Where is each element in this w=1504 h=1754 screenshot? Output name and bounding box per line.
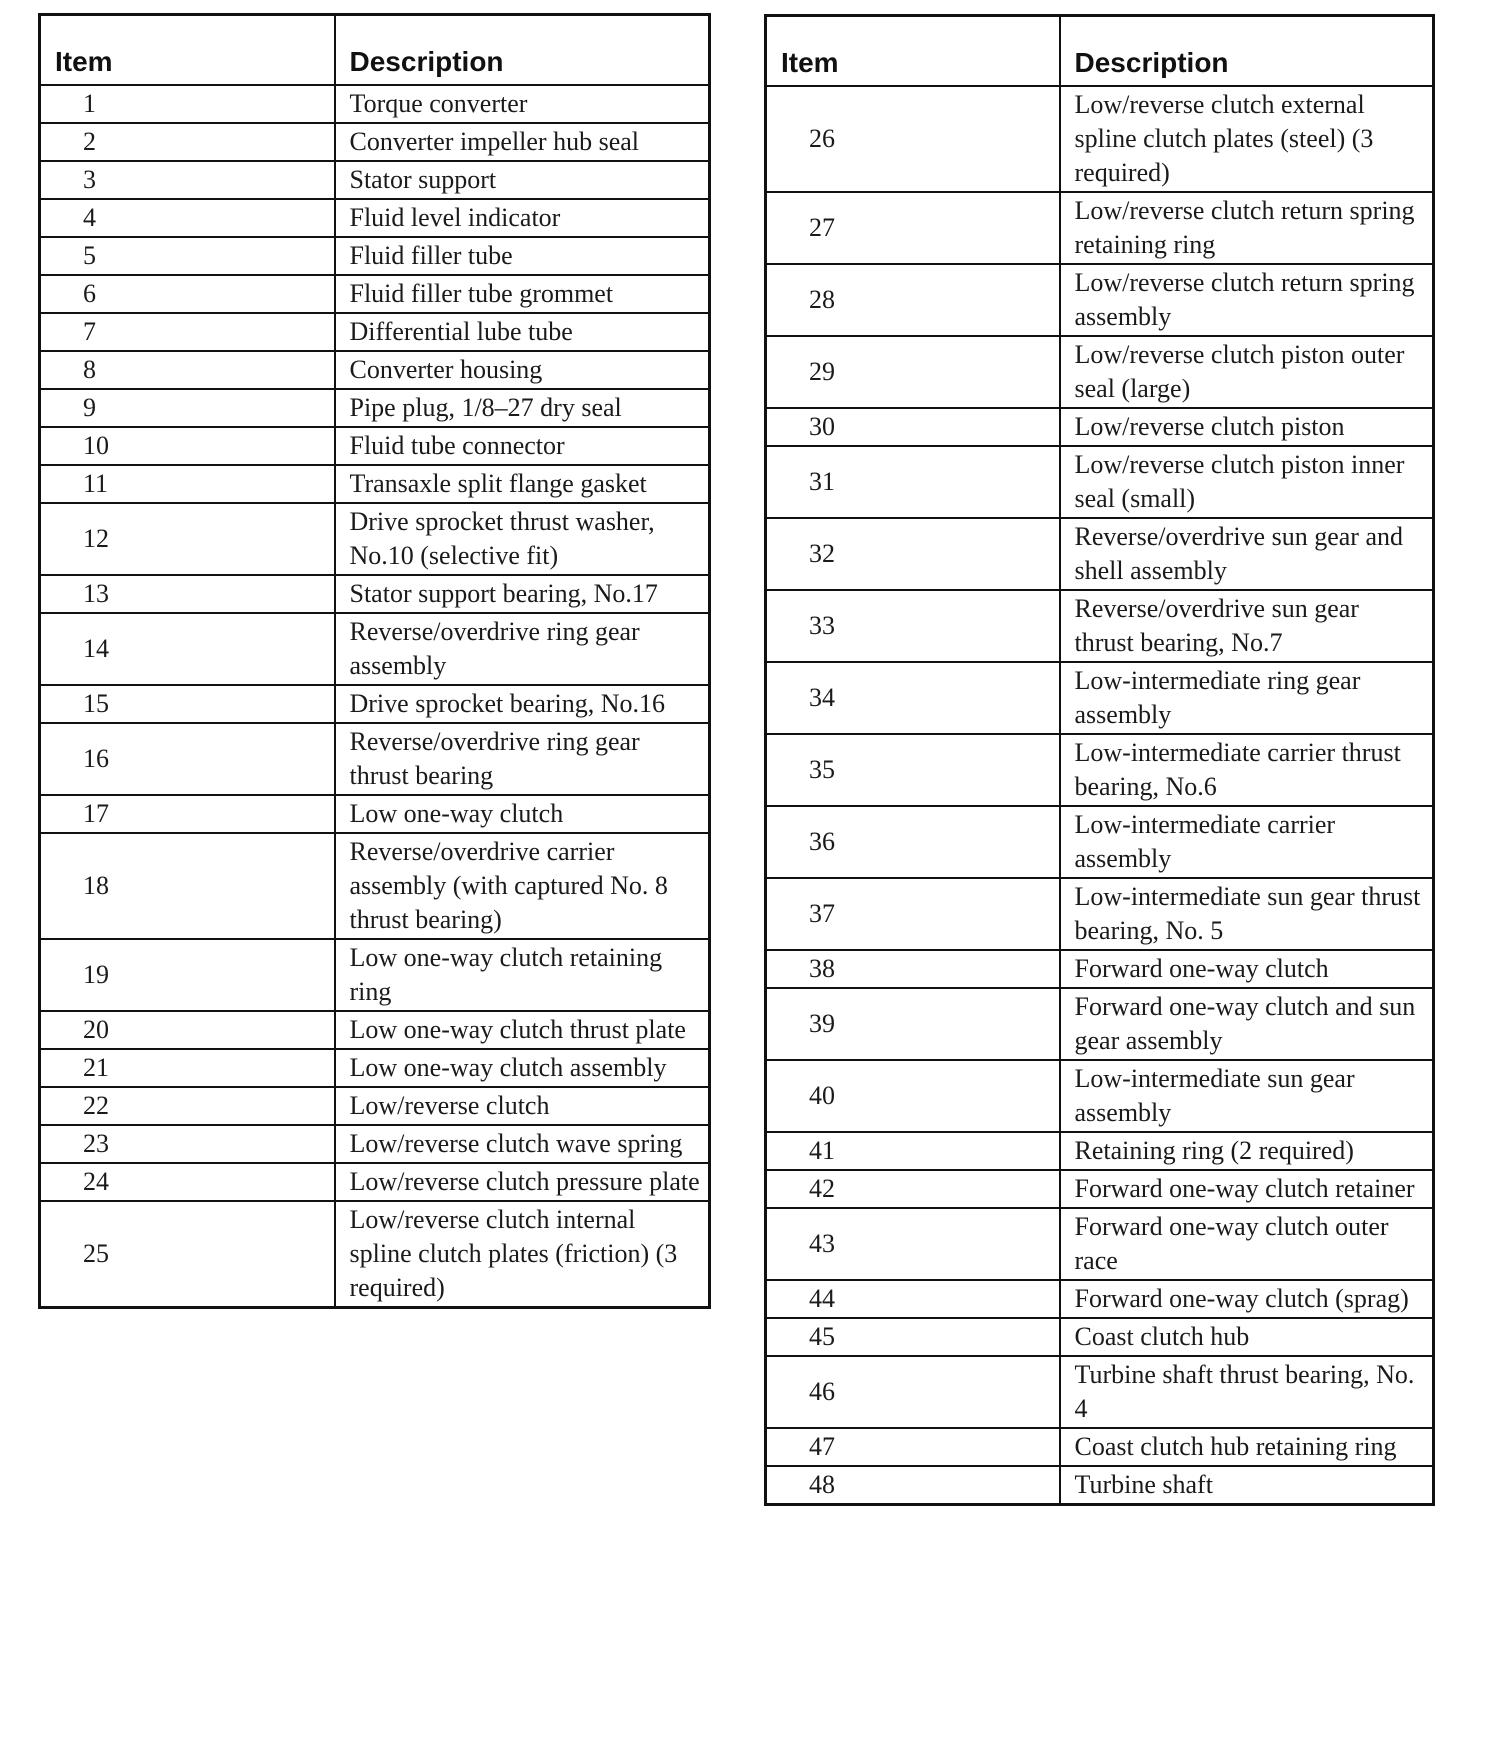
item-number: 42	[766, 1170, 1060, 1208]
table-row	[766, 806, 1434, 878]
description-column-header: Description	[1060, 16, 1434, 86]
table-row	[40, 1087, 710, 1125]
item-description: Reverse/overdrive ring gear thrust bearing	[335, 723, 710, 795]
item-description: Low/reverse clutch pressure plate	[335, 1163, 710, 1201]
item-column-header: Item	[40, 15, 335, 85]
item-number: 8	[40, 351, 335, 389]
item-number: 15	[40, 685, 335, 723]
item-description: Turbine shaft	[1060, 1466, 1434, 1505]
item-description: Fluid filler tube grommet	[335, 275, 710, 313]
item-description: Drive sprocket bearing, No.16	[335, 685, 710, 723]
table-row	[40, 939, 710, 1011]
table-row	[40, 795, 710, 833]
item-description: Low one-way clutch thrust plate	[335, 1011, 710, 1049]
item-number: 4	[40, 199, 335, 237]
item-number: 21	[40, 1049, 335, 1087]
table-row	[40, 723, 710, 795]
table-row	[40, 503, 710, 575]
table-row	[766, 1466, 1434, 1505]
item-description: Low/reverse clutch internal spline clutch plates (friction) (3 required)	[335, 1201, 710, 1308]
table-row	[40, 1049, 710, 1087]
item-description: Low-intermediate carrier assembly	[1060, 806, 1434, 878]
item-number: 29	[766, 336, 1060, 408]
item-number: 19	[40, 939, 335, 1011]
table-row	[40, 313, 710, 351]
item-number: 17	[40, 795, 335, 833]
item-number: 6	[40, 275, 335, 313]
item-number: 34	[766, 662, 1060, 734]
table-row	[40, 1125, 710, 1163]
table-row	[40, 351, 710, 389]
description-column-header: Description	[335, 15, 710, 85]
item-description: Forward one-way clutch outer race	[1060, 1208, 1434, 1280]
item-description: Low one-way clutch retaining ring	[335, 939, 710, 1011]
item-number: 26	[766, 86, 1060, 192]
item-number: 30	[766, 408, 1060, 446]
table-row	[40, 833, 710, 939]
item-description: Low-intermediate sun gear assembly	[1060, 1060, 1434, 1132]
table-row	[766, 878, 1434, 950]
item-number: 18	[40, 833, 335, 939]
item-number: 20	[40, 1011, 335, 1049]
item-number: 24	[40, 1163, 335, 1201]
item-number: 37	[766, 878, 1060, 950]
item-number: 48	[766, 1466, 1060, 1505]
item-description: Low/reverse clutch return spring assembly	[1060, 264, 1434, 336]
item-description: Retaining ring (2 required)	[1060, 1132, 1434, 1170]
item-number: 1	[40, 85, 335, 123]
item-number: 44	[766, 1280, 1060, 1318]
item-number: 32	[766, 518, 1060, 590]
item-description: Forward one-way clutch (sprag)	[1060, 1280, 1434, 1318]
table-row	[40, 389, 710, 427]
table-row	[766, 192, 1434, 264]
table-row	[766, 950, 1434, 988]
table-row	[40, 275, 710, 313]
item-description: Low one-way clutch	[335, 795, 710, 833]
item-description: Low/reverse clutch piston outer seal (large)	[1060, 336, 1434, 408]
item-description: Turbine shaft thrust bearing, No. 4	[1060, 1356, 1434, 1428]
table-row	[766, 446, 1434, 518]
item-description: Forward one-way clutch and sun gear assembly	[1060, 988, 1434, 1060]
item-description: Fluid level indicator	[335, 199, 710, 237]
item-description: Reverse/overdrive sun gear thrust bearing, No.7	[1060, 590, 1434, 662]
item-description: Low one-way clutch assembly	[335, 1049, 710, 1087]
table-row	[766, 1208, 1434, 1280]
table-row	[40, 685, 710, 723]
item-description: Low/reverse clutch piston inner seal (small)	[1060, 446, 1434, 518]
item-number: 25	[40, 1201, 335, 1308]
item-number: 38	[766, 950, 1060, 988]
item-description: Forward one-way clutch retainer	[1060, 1170, 1434, 1208]
item-number: 10	[40, 427, 335, 465]
item-number: 27	[766, 192, 1060, 264]
item-number: 35	[766, 734, 1060, 806]
table-row	[40, 1201, 710, 1308]
table-row	[766, 264, 1434, 336]
parts-table-right	[764, 14, 1435, 1506]
parts-table-right-body	[766, 86, 1434, 1505]
header-row	[40, 15, 710, 85]
item-description: Fluid filler tube	[335, 237, 710, 275]
item-number: 12	[40, 503, 335, 575]
table-row	[40, 575, 710, 613]
table-row	[766, 988, 1434, 1060]
item-description: Coast clutch hub	[1060, 1318, 1434, 1356]
item-number: 31	[766, 446, 1060, 518]
table-row	[766, 1060, 1434, 1132]
table-row	[40, 85, 710, 123]
header-row	[766, 16, 1434, 86]
item-description: Reverse/overdrive ring gear assembly	[335, 613, 710, 685]
table-row	[40, 237, 710, 275]
item-description: Converter housing	[335, 351, 710, 389]
table-row	[40, 427, 710, 465]
item-description: Low-intermediate ring gear assembly	[1060, 662, 1434, 734]
table-row	[40, 1163, 710, 1201]
item-description: Drive sprocket thrust washer, No.10 (selective fit)	[335, 503, 710, 575]
table-row	[40, 613, 710, 685]
table-row	[40, 465, 710, 503]
item-description: Coast clutch hub retaining ring	[1060, 1428, 1434, 1466]
item-number: 2	[40, 123, 335, 161]
item-number: 40	[766, 1060, 1060, 1132]
item-description: Low/reverse clutch piston	[1060, 408, 1434, 446]
table-row	[766, 1280, 1434, 1318]
item-number: 23	[40, 1125, 335, 1163]
table-row	[40, 1011, 710, 1049]
item-description: Pipe plug, 1/8–27 dry seal	[335, 389, 710, 427]
item-description: Low/reverse clutch return spring retaining ring	[1060, 192, 1434, 264]
item-description: Converter impeller hub seal	[335, 123, 710, 161]
table-row	[40, 123, 710, 161]
item-number: 45	[766, 1318, 1060, 1356]
table-row	[766, 1170, 1434, 1208]
item-number: 43	[766, 1208, 1060, 1280]
item-number: 9	[40, 389, 335, 427]
table-row	[40, 161, 710, 199]
item-number: 3	[40, 161, 335, 199]
table-row	[766, 518, 1434, 590]
table-row	[766, 590, 1434, 662]
item-number: 33	[766, 590, 1060, 662]
item-description: Stator support bearing, No.17	[335, 575, 710, 613]
table-row	[766, 734, 1434, 806]
item-description: Stator support	[335, 161, 710, 199]
item-number: 47	[766, 1428, 1060, 1466]
item-description: Low/reverse clutch	[335, 1087, 710, 1125]
parts-table-left-body	[40, 85, 710, 1308]
table-row	[766, 1132, 1434, 1170]
item-number: 13	[40, 575, 335, 613]
item-description: Forward one-way clutch	[1060, 950, 1434, 988]
item-description: Torque converter	[335, 85, 710, 123]
item-number: 14	[40, 613, 335, 685]
table-row	[766, 408, 1434, 446]
item-description: Low-intermediate sun gear thrust bearing, No. 5	[1060, 878, 1434, 950]
item-column-header: Item	[766, 16, 1060, 86]
item-number: 36	[766, 806, 1060, 878]
item-number: 41	[766, 1132, 1060, 1170]
parts-table-left	[38, 13, 711, 1309]
table-row	[766, 1318, 1434, 1356]
table-row	[766, 1428, 1434, 1466]
item-number: 46	[766, 1356, 1060, 1428]
table-row	[766, 336, 1434, 408]
item-description: Reverse/overdrive sun gear and shell assembly	[1060, 518, 1434, 590]
table-row	[766, 1356, 1434, 1428]
table-row	[40, 199, 710, 237]
table-row	[766, 86, 1434, 192]
item-number: 16	[40, 723, 335, 795]
table-row	[766, 662, 1434, 734]
item-number: 22	[40, 1087, 335, 1125]
item-description: Low/reverse clutch wave spring	[335, 1125, 710, 1163]
item-description: Transaxle split flange gasket	[335, 465, 710, 503]
item-number: 39	[766, 988, 1060, 1060]
item-number: 11	[40, 465, 335, 503]
item-description: Reverse/overdrive carrier assembly (with captured No. 8 thrust bearing)	[335, 833, 710, 939]
item-number: 28	[766, 264, 1060, 336]
item-number: 5	[40, 237, 335, 275]
item-description: Low/reverse clutch external spline clutch plates (steel) (3 required)	[1060, 86, 1434, 192]
item-description: Low-intermediate carrier thrust bearing, No.6	[1060, 734, 1434, 806]
item-description: Differential lube tube	[335, 313, 710, 351]
item-number: 7	[40, 313, 335, 351]
item-description: Fluid tube connector	[335, 427, 710, 465]
